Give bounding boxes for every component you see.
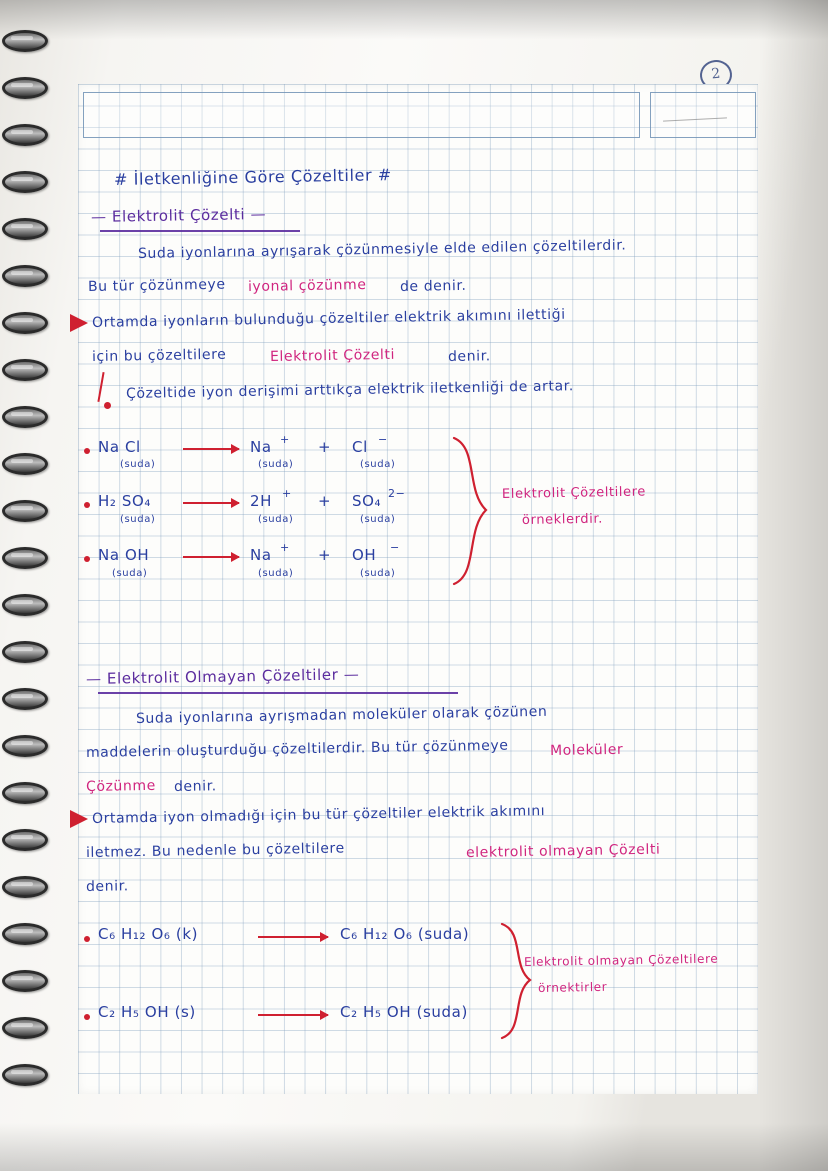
page-number: 2 xyxy=(699,58,734,91)
bullet-point xyxy=(84,936,90,942)
spiral-ring xyxy=(2,171,48,193)
red-dot-marker xyxy=(104,402,111,409)
highlight-cozunme: Çözünme xyxy=(85,777,157,795)
bullet-point xyxy=(84,1014,90,1020)
equation-5-left: C₂ H₅ OH (s) xyxy=(98,1003,196,1021)
paragraph-line: Ortamda iyonların bulunduğu çözeltiler elektrik akımını ilettiği xyxy=(91,306,566,331)
highlight-iyonal-cozunme: iyonal çözünme xyxy=(247,276,367,295)
reaction-arrow xyxy=(183,502,239,504)
equation-3-left: Na OH xyxy=(98,546,150,564)
equation-4-right: C₆ H₁₂ O₆ (suda) xyxy=(340,925,470,943)
equation-1-product-1: Na xyxy=(250,438,272,456)
spiral-ring xyxy=(2,923,48,945)
equation-3-product-2: OH xyxy=(352,546,377,564)
equation-3-charge-2: − xyxy=(390,541,400,554)
equation-2-product-1: 2H xyxy=(250,492,273,510)
paragraph-line: Bu tür çözünmeye xyxy=(87,276,226,295)
equation-2-product-2: SO₄ xyxy=(352,492,382,510)
reaction-arrow xyxy=(258,936,328,938)
bullet-point xyxy=(84,448,90,454)
header-scribble xyxy=(663,117,727,121)
equation-1-product-2: Cl xyxy=(352,438,368,456)
page-title: # İletkenliğine Göre Çözeltiler # xyxy=(113,165,393,189)
spiral-ring xyxy=(2,312,48,334)
header-box-left xyxy=(83,92,640,138)
red-pointer-line xyxy=(97,372,104,402)
spiral-ring xyxy=(2,547,48,569)
equation-2-charge-2: 2− xyxy=(388,487,406,500)
red-arrow-marker xyxy=(70,810,88,828)
spiral-ring xyxy=(2,124,48,146)
equation-3-state-1: (suda) xyxy=(258,568,294,579)
highlight-elektrolit-olmayan: elektrolit olmayan Çözelti xyxy=(465,841,661,861)
curly-brace xyxy=(496,922,536,1040)
spiral-ring xyxy=(2,406,48,428)
paragraph-line: denir. xyxy=(85,878,129,895)
brace-note-line-1: Elektrolit olmayan Çözeltilere xyxy=(523,951,719,969)
equation-1-charge-1: + xyxy=(280,433,290,446)
equation-1-left: Na Cl xyxy=(98,438,141,456)
reaction-arrow xyxy=(183,556,239,558)
spiral-ring xyxy=(2,735,48,757)
paragraph-line: Çözeltide iyon derişimi arttıkça elektrik iletkenliği de artar. xyxy=(125,378,574,402)
equation-2-state-1: (suda) xyxy=(258,514,294,525)
spiral-ring xyxy=(2,30,48,52)
spiral-ring xyxy=(2,594,48,616)
highlight-elektrolit-cozelti: Elektrolit Çözelti xyxy=(269,346,396,365)
paragraph-line: Ortamda iyon olmadığı için bu tür çözeltiler elektrik akımını xyxy=(91,803,546,827)
spiral-ring xyxy=(2,265,48,287)
spiral-ring xyxy=(2,218,48,240)
reaction-arrow xyxy=(258,1014,328,1016)
equation-5-right: C₂ H₅ OH (suda) xyxy=(340,1003,468,1021)
equation-2-plus: + xyxy=(318,492,332,510)
paragraph-line: maddelerin oluşturduğu çözeltilerdir. Bu tür çözünmeye xyxy=(85,737,509,761)
brace-note-line-1: Elektrolit Çözeltilere xyxy=(501,484,647,502)
bullet-point xyxy=(84,556,90,562)
paragraph-line: Suda iyonlarına ayrışarak çözünmesiyle elde edilen çözeltilerdir. xyxy=(137,237,627,262)
brace-note-line-2: örneklerdir. xyxy=(521,511,604,528)
equation-1-state-1: (suda) xyxy=(258,459,294,470)
spiral-ring xyxy=(2,1064,48,1086)
equation-2-left-state: (suda) xyxy=(120,514,156,525)
highlight-molekuler: Moleküler xyxy=(549,741,624,759)
brace-note-line-2: örnektirler xyxy=(537,979,608,995)
paragraph-line: denir. xyxy=(173,778,217,795)
spiral-ring xyxy=(2,77,48,99)
heading-underline xyxy=(98,692,458,694)
paragraph-line: Suda iyonlarına ayrışmadan moleküler olarak çözünen xyxy=(135,703,548,727)
red-arrow-marker xyxy=(70,314,88,332)
equation-1-left-state: (suda) xyxy=(120,459,156,470)
paragraph-line: denir. xyxy=(447,348,491,365)
equation-1-state-2: (suda) xyxy=(360,459,396,470)
equation-2-left: H₂ SO₄ xyxy=(98,492,152,510)
spiral-ring xyxy=(2,782,48,804)
section-heading-non-electrolyte: — Elektrolit Olmayan Çözeltiler — xyxy=(85,665,360,688)
paragraph-line: de denir. xyxy=(399,277,467,295)
spiral-ring xyxy=(2,500,48,522)
spiral-ring xyxy=(2,688,48,710)
paragraph-line: iletmez. Bu nedenle bu çözeltilere xyxy=(85,840,345,861)
heading-underline xyxy=(100,230,300,232)
equation-1-plus: + xyxy=(318,438,332,456)
spiral-ring xyxy=(2,641,48,663)
spiral-ring xyxy=(2,1017,48,1039)
bullet-point xyxy=(84,502,90,508)
grid-sheet xyxy=(78,84,758,1094)
equation-3-product-1: Na xyxy=(250,546,272,564)
spiral-ring xyxy=(2,453,48,475)
reaction-arrow xyxy=(183,448,239,450)
equation-2-charge-1: + xyxy=(282,487,292,500)
spiral-binding xyxy=(0,30,54,1150)
equation-1-charge-2: − xyxy=(378,433,388,446)
spiral-ring xyxy=(2,359,48,381)
equation-3-left-state: (suda) xyxy=(112,568,148,579)
paragraph-line: için bu çözeltilere xyxy=(91,346,227,365)
equation-2-state-2: (suda) xyxy=(360,514,396,525)
spiral-ring xyxy=(2,970,48,992)
spiral-ring xyxy=(2,829,48,851)
curly-brace xyxy=(448,436,494,586)
equation-3-state-2: (suda) xyxy=(360,568,396,579)
equation-4-left: C₆ H₁₂ O₆ (k) xyxy=(98,925,199,943)
spiral-ring xyxy=(2,876,48,898)
equation-3-plus: + xyxy=(318,546,332,564)
equation-3-charge-1: + xyxy=(280,541,290,554)
header-box-right xyxy=(650,92,756,138)
section-heading-electrolyte: — Elektrolit Çözelti — xyxy=(90,204,267,226)
